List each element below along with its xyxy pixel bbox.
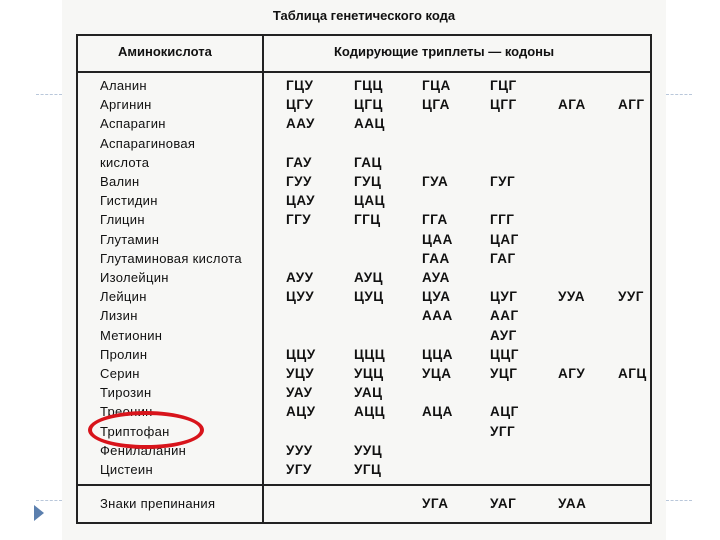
codon: ГАГ	[490, 250, 516, 266]
genetic-code-table	[76, 34, 652, 524]
codon: ЦАА	[422, 231, 453, 247]
codon: ААГ	[490, 308, 519, 324]
codon: АЦУ	[286, 404, 316, 420]
codon: УАУ	[286, 385, 313, 401]
slide-deco-line-bottom-right	[666, 500, 692, 501]
codon: УУА	[558, 289, 586, 305]
codon: АУГ	[490, 327, 517, 343]
codon: АГЦ	[618, 366, 647, 381]
codon: АЦЦ	[354, 404, 385, 420]
codon: УГГ	[490, 423, 516, 439]
codon: АГГ	[618, 97, 645, 113]
codon: ГУУ	[286, 174, 312, 189]
codon: ЦЦА	[422, 346, 453, 362]
codon: ЦЦЦ	[354, 346, 386, 362]
codon: ЦГА	[422, 97, 450, 113]
codon: ЦГГ	[490, 97, 517, 113]
codon: ААА	[422, 308, 453, 324]
codon: УЦГ	[490, 366, 518, 381]
slide-deco-line-top-right	[666, 94, 692, 95]
codon: ГАА	[422, 250, 450, 266]
codon: ЦУУ	[286, 289, 315, 305]
codon: ГАЦ	[354, 154, 382, 170]
codon: АУА	[422, 270, 450, 285]
codon: ЦУА	[422, 289, 451, 305]
header-divider	[78, 71, 650, 73]
amino-acid-name: Метионин	[100, 327, 163, 343]
codon: ЦГУ	[286, 97, 314, 113]
amino-acid-name: Триптофан	[100, 423, 170, 439]
amino-acid-name: Цистеин	[100, 462, 153, 477]
header-codons: Кодирующие триплеты — кодоны	[334, 44, 555, 59]
codon: ГАУ	[286, 154, 312, 170]
stop-codon: УГА	[422, 496, 449, 511]
amino-acid-name: Глутамин	[100, 231, 160, 247]
header-amino-acid: Аминокислота	[118, 44, 212, 59]
codon: ААУ	[286, 116, 315, 132]
amino-acid-name: Лейцин	[100, 289, 147, 305]
codon: ГГЦ	[354, 212, 381, 228]
footer-divider	[78, 484, 650, 486]
amino-acid-name: Аспарагин	[100, 116, 166, 132]
amino-acid-name: Тирозин	[100, 385, 152, 401]
slide-arrow-icon	[34, 505, 44, 521]
codon: УЦУ	[286, 366, 315, 381]
codon: УАЦ	[354, 385, 383, 401]
codon: УГУ	[286, 462, 312, 477]
codon: УЦА	[422, 366, 452, 381]
codon: ЦАГ	[490, 231, 519, 247]
amino-acid-name: Аланин	[100, 78, 147, 93]
codon: АЦА	[422, 404, 453, 420]
page-title: Таблица генетического кода	[272, 8, 456, 23]
amino-acid-name: Фенилаланин	[100, 442, 187, 458]
column-divider	[262, 36, 264, 522]
amino-acid-name: Изолейцин	[100, 270, 169, 285]
amino-acid-name: Пролин	[100, 346, 148, 362]
slide-deco-line-bottom-left	[36, 500, 62, 501]
codon: АГА	[558, 97, 586, 113]
slide-deco-line-top-left	[36, 94, 62, 95]
amino-acid-name: Гистидин	[100, 193, 158, 209]
codon: УУЦ	[354, 442, 383, 458]
codon: ГГУ	[286, 212, 312, 228]
amino-acid-name: Треонин	[100, 404, 153, 420]
codon: ААЦ	[354, 116, 385, 132]
codon: ГЦУ	[286, 78, 314, 93]
codon: ЦАУ	[286, 193, 315, 209]
codon: ГЦА	[422, 78, 451, 93]
codon: ГУГ	[490, 174, 516, 189]
codon: ГЦЦ	[354, 78, 383, 93]
codon: АУЦ	[354, 270, 383, 285]
codon: ГГА	[422, 212, 448, 228]
codon: ГУА	[422, 174, 449, 189]
amino-acid-name: Аспарагиновая	[100, 135, 196, 151]
codon: УУГ	[618, 289, 644, 305]
codon: ЦАЦ	[354, 193, 385, 209]
amino-acid-name: Лизин	[100, 308, 138, 324]
amino-acid-name: Серин	[100, 366, 140, 381]
stop-codon: УАГ	[490, 496, 517, 511]
codon: ЦЦУ	[286, 346, 316, 362]
codon: ГЦГ	[490, 78, 517, 93]
codon: УЦЦ	[354, 366, 384, 381]
codon: ЦУЦ	[354, 289, 384, 305]
codon: ЦУГ	[490, 289, 518, 305]
codon: УГЦ	[354, 462, 382, 477]
highlight-circle	[88, 411, 204, 449]
codon: ГГГ	[490, 212, 515, 228]
codon: АЦГ	[490, 404, 519, 420]
genetic-code-scan	[62, 0, 666, 540]
stop-codon: УАА	[558, 496, 587, 511]
codon: ЦГЦ	[354, 97, 383, 113]
codon: УУУ	[286, 442, 313, 458]
codon: АУУ	[286, 270, 314, 285]
amino-acid-name: Глутаминовая кислота	[100, 250, 242, 266]
amino-acid-name: Аргинин	[100, 97, 152, 113]
codon: ГУЦ	[354, 174, 382, 189]
codon: ЦЦГ	[490, 346, 519, 362]
amino-acid-name: Валин	[100, 174, 140, 189]
stop-row-label: Знаки препинания	[100, 496, 216, 511]
codon: АГУ	[558, 366, 586, 381]
amino-acid-name: кислота	[100, 154, 150, 170]
amino-acid-name: Глицин	[100, 212, 145, 228]
